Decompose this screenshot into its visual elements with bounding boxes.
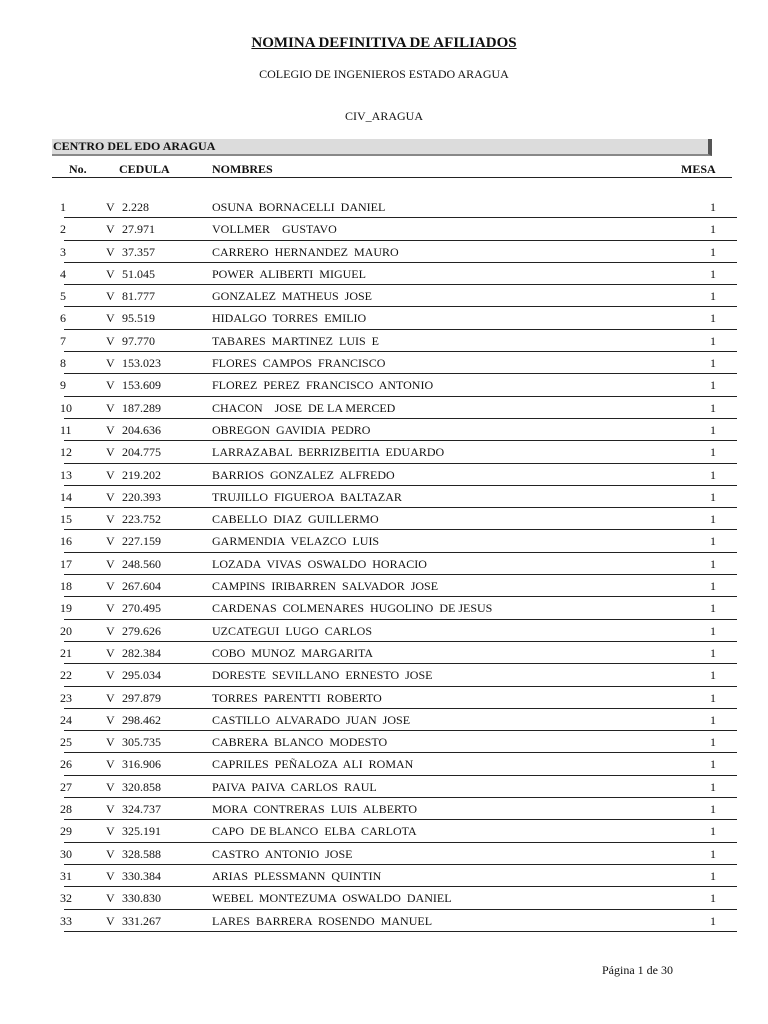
header-nombres: NOMBRES [212, 162, 273, 176]
table-row [0, 687, 768, 709]
document-subtitle: COLEGIO DE INGENIEROS ESTADO ARAGUA [259, 67, 509, 81]
row-nationality: V [106, 690, 115, 705]
row-mesa: 1 [710, 489, 716, 504]
row-nombre: BARRIOS GONZALEZ ALFREDO [212, 467, 395, 482]
row-cedula: 97.770 [122, 333, 155, 348]
row-number: 18 [60, 579, 72, 594]
row-nombre: ARIAS PLESSMANN QUINTIN [212, 868, 382, 883]
row-mesa: 1 [710, 512, 716, 527]
row-mesa: 1 [710, 289, 716, 304]
row-nombre: HIDALGO TORRES EMILIO [212, 311, 367, 326]
row-nationality: V [106, 824, 115, 839]
row-nombre: MORA CONTRERAS LUIS ALBERTO [212, 802, 418, 817]
row-number: 30 [60, 846, 72, 861]
row-nombre: GONZALEZ MATHEUS JOSE [212, 289, 372, 304]
table-row [0, 508, 768, 530]
row-nombre: COBO MUNOZ MARGARITA [212, 645, 374, 660]
row-number: 14 [60, 489, 72, 504]
row-nombre: CARRERO HERNANDEZ MAURO [212, 244, 399, 259]
row-nombre: CASTRO ANTONIO JOSE [212, 846, 353, 861]
header-cedula: CEDULA [119, 162, 170, 176]
row-mesa: 1 [710, 735, 716, 750]
row-cedula: 220.393 [122, 489, 161, 504]
row-mesa: 1 [710, 690, 716, 705]
row-mesa: 1 [710, 712, 716, 727]
row-divider [64, 931, 737, 932]
row-number: 7 [60, 333, 66, 348]
row-nombre: DORESTE SEVILLANO ERNESTO JOSE [212, 668, 433, 683]
table-row [0, 843, 768, 865]
row-nationality: V [106, 779, 115, 794]
row-nombre: CABRERA BLANCO MODESTO [212, 735, 388, 750]
row-nombre: LOZADA VIVAS OSWALDO HORACIO [212, 556, 427, 571]
row-nationality: V [106, 668, 115, 683]
section-label: CENTRO DEL EDO ARAGUA [53, 139, 216, 153]
header-no: No. [69, 162, 87, 176]
row-mesa: 1 [710, 846, 716, 861]
row-cedula: 37.357 [122, 244, 155, 259]
row-mesa: 1 [710, 556, 716, 571]
row-mesa: 1 [710, 311, 716, 326]
row-nationality: V [106, 333, 115, 348]
row-cedula: 27.971 [122, 222, 155, 237]
row-nationality: V [106, 266, 115, 281]
row-nationality: V [106, 913, 115, 928]
row-nationality: V [106, 846, 115, 861]
table-row [0, 620, 768, 642]
row-number: 9 [60, 378, 66, 393]
row-mesa: 1 [710, 378, 716, 393]
row-nationality: V [106, 311, 115, 326]
row-number: 22 [60, 668, 72, 683]
row-cedula: 279.626 [122, 623, 161, 638]
row-number: 19 [60, 601, 72, 616]
row-cedula: 153.609 [122, 378, 161, 393]
row-number: 10 [60, 400, 72, 415]
row-cedula: 270.495 [122, 601, 161, 616]
table-row [0, 553, 768, 575]
document-code: CIV_ARAGUA [345, 109, 423, 123]
row-number: 2 [60, 222, 66, 237]
row-nationality: V [106, 556, 115, 571]
table-row [0, 263, 768, 285]
table-row [0, 664, 768, 686]
row-nationality: V [106, 735, 115, 750]
table-row [0, 218, 768, 240]
row-mesa: 1 [710, 668, 716, 683]
row-number: 5 [60, 289, 66, 304]
row-nombre: GARMENDIA VELAZCO LUIS [212, 534, 380, 549]
row-cedula: 324.737 [122, 802, 161, 817]
row-mesa: 1 [710, 534, 716, 549]
row-cedula: 328.588 [122, 846, 161, 861]
row-nombre: VOLLMER GUSTAVO [212, 222, 337, 237]
row-mesa: 1 [710, 623, 716, 638]
table-row [0, 196, 768, 218]
table-row [0, 597, 768, 619]
row-cedula: 305.735 [122, 735, 161, 750]
row-mesa: 1 [710, 868, 716, 883]
row-nationality: V [106, 244, 115, 259]
row-cedula: 295.034 [122, 668, 161, 683]
row-nationality: V [106, 579, 115, 594]
row-mesa: 1 [710, 266, 716, 281]
row-nationality: V [106, 868, 115, 883]
table-row [0, 887, 768, 909]
table-row [0, 397, 768, 419]
row-cedula: 187.289 [122, 400, 161, 415]
header-mesa: MESA [681, 162, 716, 176]
row-nationality: V [106, 712, 115, 727]
row-nombre: LARRAZABAL BERRIZBEITIA EDUARDO [212, 445, 445, 460]
table-row [0, 642, 768, 664]
table-row [0, 285, 768, 307]
row-nationality: V [106, 445, 115, 460]
row-cedula: 2.228 [122, 200, 149, 214]
row-number: 33 [60, 913, 72, 928]
row-number: 21 [60, 645, 72, 660]
row-mesa: 1 [710, 244, 716, 259]
row-cedula: 227.159 [122, 534, 161, 549]
table-row [0, 330, 768, 352]
table-row [0, 575, 768, 597]
row-cedula: 81.777 [122, 289, 155, 304]
row-nombre: WEBEL MONTEZUMA OSWALDO DANIEL [212, 891, 452, 906]
row-cedula: 267.604 [122, 579, 161, 594]
row-cedula: 297.879 [122, 690, 161, 705]
row-number: 28 [60, 802, 72, 817]
table-row [0, 820, 768, 842]
row-nombre: TRUJILLO FIGUEROA BALTAZAR [212, 489, 402, 504]
row-cedula: 330.384 [122, 868, 161, 883]
table-row [0, 865, 768, 887]
row-nombre: TABARES MARTINEZ LUIS E [212, 333, 379, 348]
row-nombre: FLORES CAMPOS FRANCISCO [212, 356, 386, 371]
row-nationality: V [106, 757, 115, 772]
table-row [0, 464, 768, 486]
row-nationality: V [106, 222, 115, 237]
row-number: 1 [60, 200, 66, 214]
table-row [0, 530, 768, 552]
row-cedula: 223.752 [122, 512, 161, 527]
row-number: 8 [60, 356, 66, 371]
row-cedula: 51.045 [122, 266, 155, 281]
table-row [0, 307, 768, 329]
row-nombre: LARES BARRERA ROSENDO MANUEL [212, 913, 433, 928]
page-footer: Página 1 de 30 [602, 963, 673, 977]
row-cedula: 204.775 [122, 445, 161, 460]
row-nationality: V [106, 489, 115, 504]
table-row [0, 731, 768, 753]
row-nombre: FLOREZ PEREZ FRANCISCO ANTONIO [212, 378, 434, 393]
row-number: 32 [60, 891, 72, 906]
row-number: 6 [60, 311, 66, 326]
row-nationality: V [106, 512, 115, 527]
table-row [0, 798, 768, 820]
row-nationality: V [106, 400, 115, 415]
table-row [0, 374, 768, 396]
row-mesa: 1 [710, 757, 716, 772]
table-row [0, 486, 768, 508]
row-nombre: CABELLO DIAZ GUILLERMO [212, 512, 379, 527]
row-mesa: 1 [710, 356, 716, 371]
row-mesa: 1 [710, 467, 716, 482]
row-number: 3 [60, 244, 66, 259]
members-table [0, 196, 768, 932]
row-mesa: 1 [710, 824, 716, 839]
row-nationality: V [106, 356, 115, 371]
table-row [0, 441, 768, 463]
row-nationality: V [106, 534, 115, 549]
row-number: 12 [60, 445, 72, 460]
row-mesa: 1 [710, 579, 716, 594]
row-number: 27 [60, 779, 72, 794]
row-mesa: 1 [710, 222, 716, 237]
row-nationality: V [106, 200, 115, 214]
row-mesa: 1 [710, 645, 716, 660]
row-nationality: V [106, 422, 115, 437]
row-nationality: V [106, 467, 115, 482]
row-nombre: OBREGON GAVIDIA PEDRO [212, 422, 371, 437]
document-title: NOMINA DEFINITIVA DE AFILIADOS [251, 35, 517, 51]
row-mesa: 1 [710, 200, 716, 214]
row-nationality: V [106, 802, 115, 817]
row-number: 23 [60, 690, 72, 705]
row-cedula: 325.191 [122, 824, 161, 839]
row-cedula: 316.906 [122, 757, 161, 772]
row-nationality: V [106, 289, 115, 304]
row-mesa: 1 [710, 779, 716, 794]
row-mesa: 1 [710, 445, 716, 460]
row-nationality: V [106, 601, 115, 616]
row-mesa: 1 [710, 802, 716, 817]
row-nationality: V [106, 623, 115, 638]
row-number: 13 [60, 467, 72, 482]
row-cedula: 95.519 [122, 311, 155, 326]
row-cedula: 298.462 [122, 712, 161, 727]
row-number: 25 [60, 735, 72, 750]
row-cedula: 320.858 [122, 779, 161, 794]
row-nombre: UZCATEGUI LUGO CARLOS [212, 623, 372, 638]
row-mesa: 1 [710, 400, 716, 415]
row-nombre: CASTILLO ALVARADO JUAN JOSE [212, 712, 411, 727]
row-number: 20 [60, 623, 72, 638]
row-mesa: 1 [710, 891, 716, 906]
row-number: 24 [60, 712, 72, 727]
row-mesa: 1 [710, 913, 716, 928]
row-number: 31 [60, 868, 72, 883]
row-nombre: CAMPINS IRIBARREN SALVADOR JOSE [212, 579, 439, 594]
row-nombre: CAPRILES PEÑALOZA ALI ROMAN [212, 757, 414, 772]
row-number: 4 [60, 266, 66, 281]
row-cedula: 204.636 [122, 422, 161, 437]
row-number: 11 [60, 422, 72, 437]
row-nombre: CAPO DE BLANCO ELBA CARLOTA [212, 824, 417, 839]
row-nationality: V [106, 891, 115, 906]
row-number: 29 [60, 824, 72, 839]
header-rule [52, 177, 732, 178]
row-mesa: 1 [710, 422, 716, 437]
table-row [0, 419, 768, 441]
row-cedula: 282.384 [122, 645, 161, 660]
row-nombre: CARDENAS COLMENARES HUGOLINO DE JESUS [212, 601, 493, 616]
row-cedula: 153.023 [122, 356, 161, 371]
row-mesa: 1 [710, 333, 716, 348]
row-cedula: 248.560 [122, 556, 161, 571]
row-nombre: POWER ALIBERTI MIGUEL [212, 266, 366, 281]
row-nombre: PAIVA PAIVA CARLOS RAUL [212, 779, 377, 794]
table-row [0, 910, 768, 932]
row-number: 26 [60, 757, 72, 772]
row-cedula: 330.830 [122, 891, 161, 906]
row-cedula: 219.202 [122, 467, 161, 482]
table-row [0, 753, 768, 775]
row-cedula: 331.267 [122, 913, 161, 928]
row-nationality: V [106, 645, 115, 660]
table-row [0, 241, 768, 263]
row-nombre: CHACON JOSE DE LA MERCED [212, 400, 396, 415]
table-row [0, 709, 768, 731]
row-nationality: V [106, 378, 115, 393]
row-number: 16 [60, 534, 72, 549]
row-nombre: TORRES PARENTTI ROBERTO [212, 690, 382, 705]
table-row [0, 776, 768, 798]
row-number: 15 [60, 512, 72, 527]
table-row [0, 352, 768, 374]
row-nombre: OSUNA BORNACELLI DANIEL [212, 200, 386, 214]
row-mesa: 1 [710, 601, 716, 616]
row-number: 17 [60, 556, 72, 571]
